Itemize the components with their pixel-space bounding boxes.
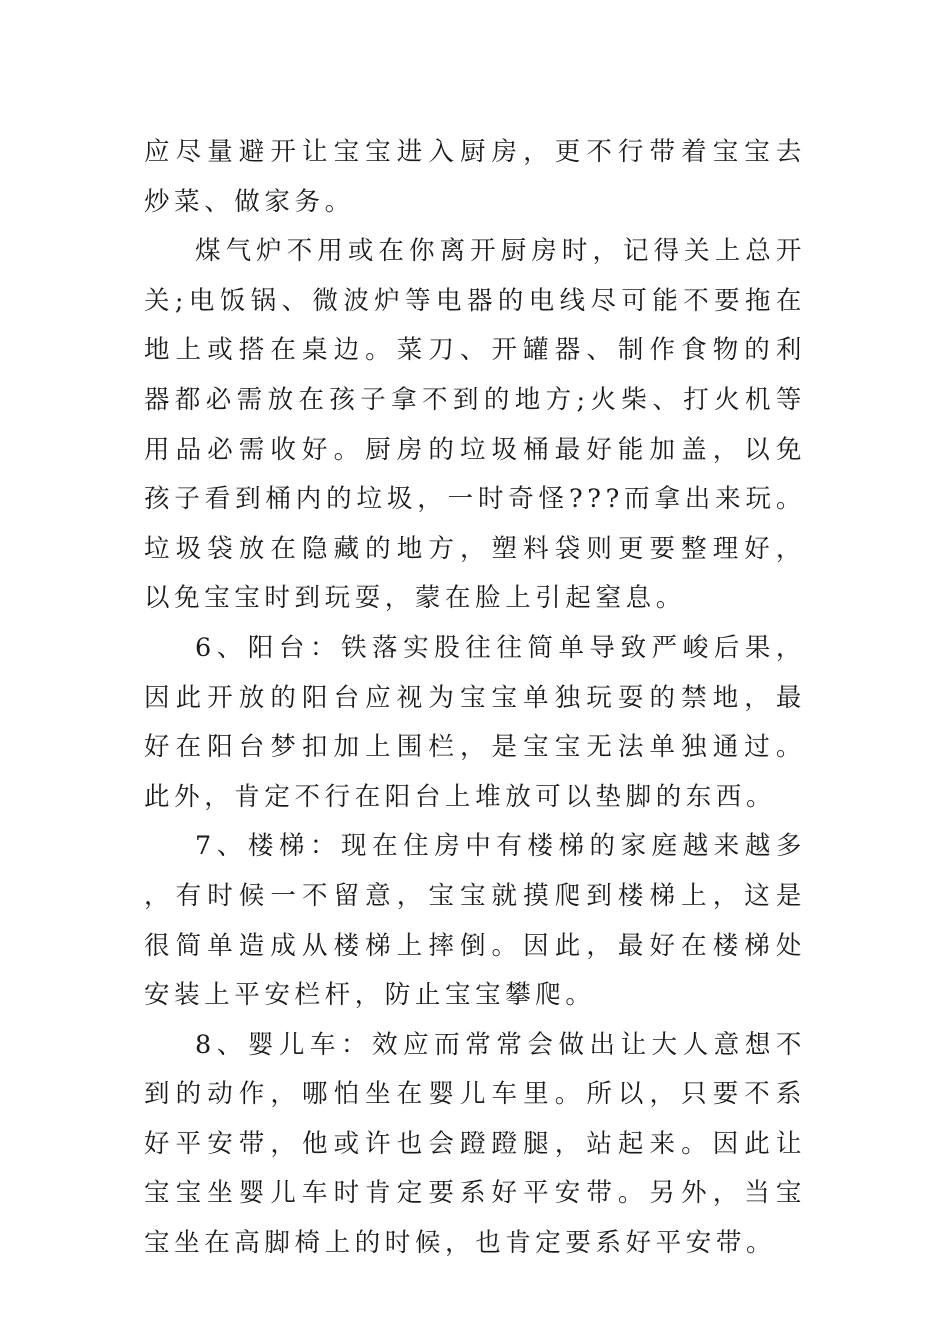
- paragraph-kitchen-safety: 煤气炉不用或在你离开厨房时，记得关上总开关;电饭锅、微波炉等电器的电线尽可能不要拖在地上或搭在桌边。菜刀、开罐器、制作食物的利器都必需放在孩子拿不到的地方;火柴、打火机等用品必需收好。厨房的垃圾桶最好能加盖，以免孩子看到桶内的垃圾，一时奇怪???而拿出来玩。垃圾袋放在隐藏的地方，塑料袋则更要整理好，以免宝宝时到玩耍，蒙在脸上引起窒息。: [144, 236, 806, 614]
- paragraph-kitchen-intro: 应尽量避开让宝宝进入厨房，更不行带着宝宝去炒菜、做家务。: [144, 137, 806, 217]
- paragraph-stroller: 8、婴儿车：效应而常常会做出让大人意想不到的动作，哪怕坐在婴儿车里。所以，只要不系好平安带，他或许也会蹬蹬腿，站起来。因此让宝宝坐婴儿车时肯定要系好平安带。另外，当宝宝坐在高脚椅上的时候，也肯定要系好平安带。: [144, 1029, 806, 1259]
- document-body: [144, 128, 806, 1269]
- paragraph-stairs: 7、楼梯：现在住房中有楼梯的家庭越来越多，有时候一不留意，宝宝就摸爬到楼梯上，这是很简单造成从楼梯上摔倒。因此，最好在楼梯处安装上平安栏杆，防止宝宝攀爬。: [144, 831, 806, 1011]
- paragraph-balcony: 6、阳台：铁落实股往往简单导致严峻后果，因此开放的阳台应视为宝宝单独玩耍的禁地，最好在阳台梦扣加上围栏，是宝宝无法单独通过。此外，肯定不行在阳台上堆放可以垫脚的东西。: [144, 632, 806, 812]
